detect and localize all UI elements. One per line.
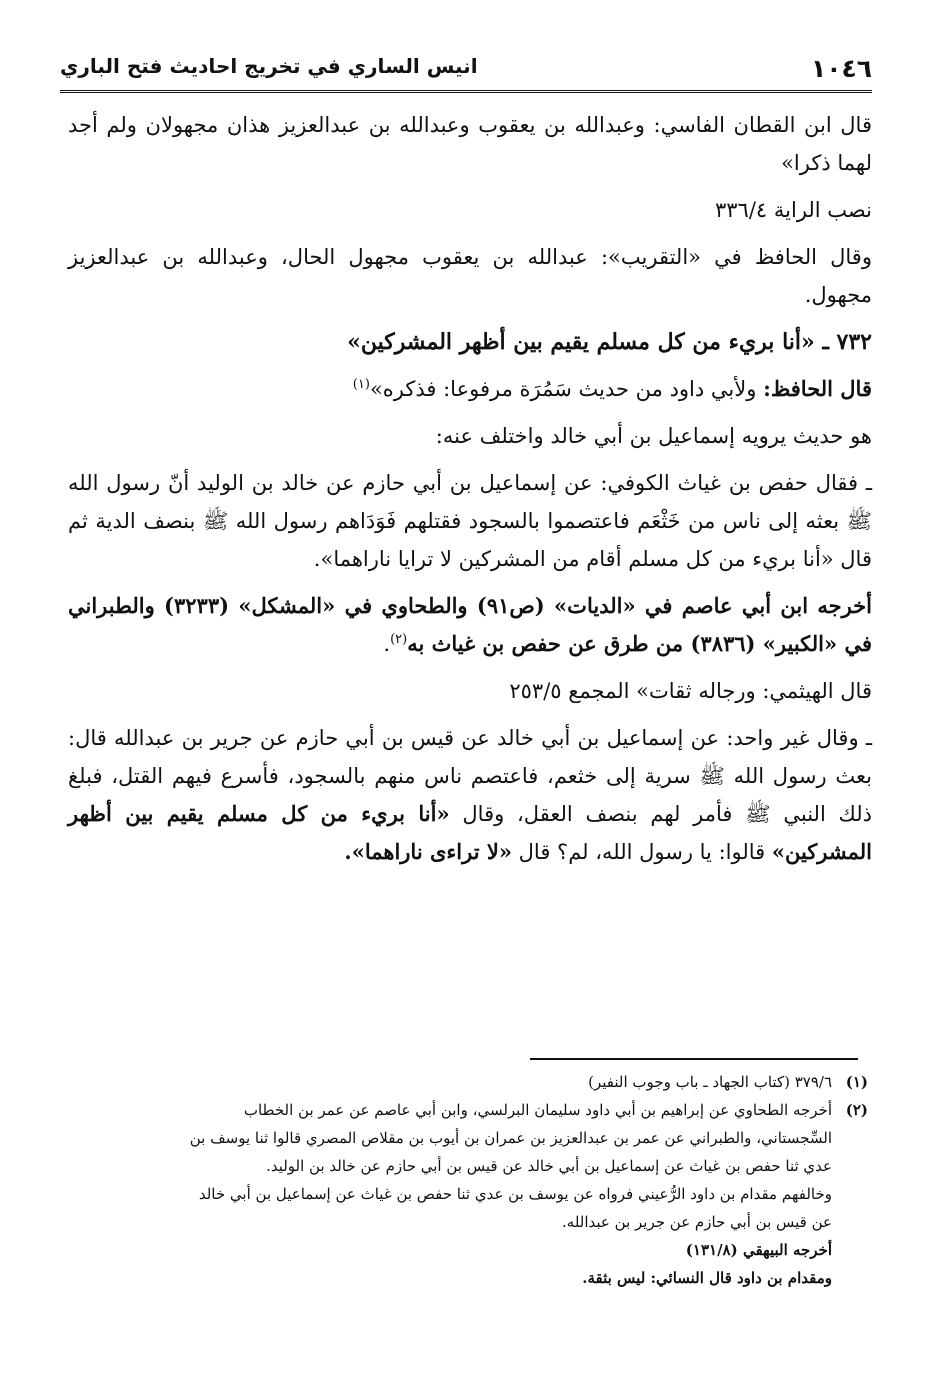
footnote-line: عدي ثنا حفص بن غياث عن إسماعيل بن أبي خالد عن قيس بن أبي حازم عن خالد بن الوليد. — [266, 1157, 832, 1175]
main-text — [68, 106, 872, 880]
page-number: ١٠٤٦ — [810, 54, 872, 83]
takhrij-end: . — [383, 632, 391, 656]
running-title: انيس الساري في تخريج احاديث فتح الباري — [60, 54, 478, 78]
footnote-2 — [73, 1096, 868, 1292]
paragraph-al-hafiz — [68, 370, 872, 408]
paragraph-ibn-al-qattan: قال ابن القطان الفاسي: وعبدالله بن يعقوب وعبدالله بن عبدالعزيز هذان مجهولان ولم أجد لهما ذكرا» — [68, 113, 872, 175]
jarir-text-a: ـ وقال غير واحد: عن إسماعيل بن أبي خالد عن قيس بن أبي حازم عن جرير بن عبدالله قال: بعث رسول الله ﷺ سرية إلى خثعم، فاعتصم ناس منهم بالسجود، فأسرع فيهم القتل، فبلغ ذلك النبي ﷺ فأمر لهم بنصف العقل، وقال — [68, 726, 872, 826]
footnote-line: السِّجستاني، والطبراني عن عمر بن عبدالعزيز بن عمران بن أيوب بن مقلاص المصري قالوا ثنا يوسف بن — [189, 1129, 832, 1147]
footnote-line-nasai: ومقدام بن داود قال النسائي: ليس بثقة. — [582, 1269, 832, 1287]
footnote-line: أخرجه الطحاوي عن إبراهيم بن أبي داود سليمان البرلسي، وابن أبي عاصم عن عمر بن الخطاب — [243, 1101, 832, 1119]
takhrij-text: أخرجه ابن أبي عاصم في «الديات» (ص٩١) والطحاوي في «المشكل» (٣٢٣٣) والطبراني في «الكبير» (٣٨٣٦) من طرق عن حفص بن غياث به — [68, 593, 872, 656]
footnote-marker: (١) — [845, 1073, 868, 1091]
footnote-line: وخالفهم مقدام بن داود الرُّعيني فرواه عن يوسف بن عدي ثنا حفص بن غياث عن إسماعيل بن أبي خالد — [198, 1185, 832, 1203]
al-hafiz-text: ولأبي داود من حديث سَمُرَة مرفوعا: فذكره» — [369, 377, 757, 401]
footnote-line-bayhaqi: أخرجه البيهقي (١٣١/٨) — [685, 1241, 832, 1259]
footnote-marker: (٢) — [845, 1101, 868, 1119]
page-header — [60, 50, 872, 93]
footnotes — [73, 1068, 868, 1292]
footnote-ref-1: (١) — [352, 377, 370, 392]
paragraph-takhrij — [68, 587, 872, 663]
footnote-text — [73, 1096, 832, 1292]
jarir-text-c: قالوا: يا رسول الله، لم؟ قال — [518, 840, 766, 864]
paragraph-jarir-riwaya — [68, 719, 872, 871]
paragraph-ismail-ikhtilaf: هو حديث يرويه إسماعيل بن أبي خالد واختلف عنه: — [435, 424, 872, 448]
hadith-heading: ٧٣٢ ـ «أنا بريء من كل مسلم يقيم بين أظهر المشركين» — [347, 329, 872, 355]
paragraph-hafs-riwaya: ـ فقال حفص بن غياث الكوفي: عن إسماعيل بن أبي حازم عن خالد بن الوليد أنّ رسول الله ﷺ بعثه إلى ناس من خَثْعَم فاعتصموا بالسجود فقتلهم فَوَدَاهم رسول الله ﷺ بنصف الدية ثم قال «أنا بريء من كل مسلم أقام من المشركين لا ترايا ناراهما». — [68, 471, 872, 571]
al-hafiz-label: قال الحافظ: — [763, 376, 872, 401]
footnote-1 — [73, 1068, 868, 1096]
jarir-quote-2: «لا تراءى ناراهما». — [344, 839, 512, 864]
paragraph-nasb-al-raya-ref: نصب الراية ٣٣٦/٤ — [715, 198, 872, 222]
footnote-ref-2: (٢) — [390, 632, 408, 647]
footnote-text: ٣٧٩/٦ (كتاب الجهاد ـ باب وجوب النفير) — [588, 1073, 832, 1091]
jarir-quote-1: «أنا بريء من كل مسلم يقيم بين أظهر المشركين» — [68, 801, 872, 864]
footnote-line: عن قيس بن أبي حازم عن جرير بن عبدالله. — [562, 1213, 832, 1231]
paragraph-al-taqrib: وقال الحافظ في «التقريب»: عبدالله بن يعقوب مجهول الحال، وعبدالله بن عبدالعزيز مجهول. — [68, 245, 872, 307]
footnote-separator — [530, 1058, 858, 1060]
paragraph-al-haythami: قال الهيثمي: ورجاله ثقات» المجمع ٢٥٣/٥ — [509, 679, 872, 703]
